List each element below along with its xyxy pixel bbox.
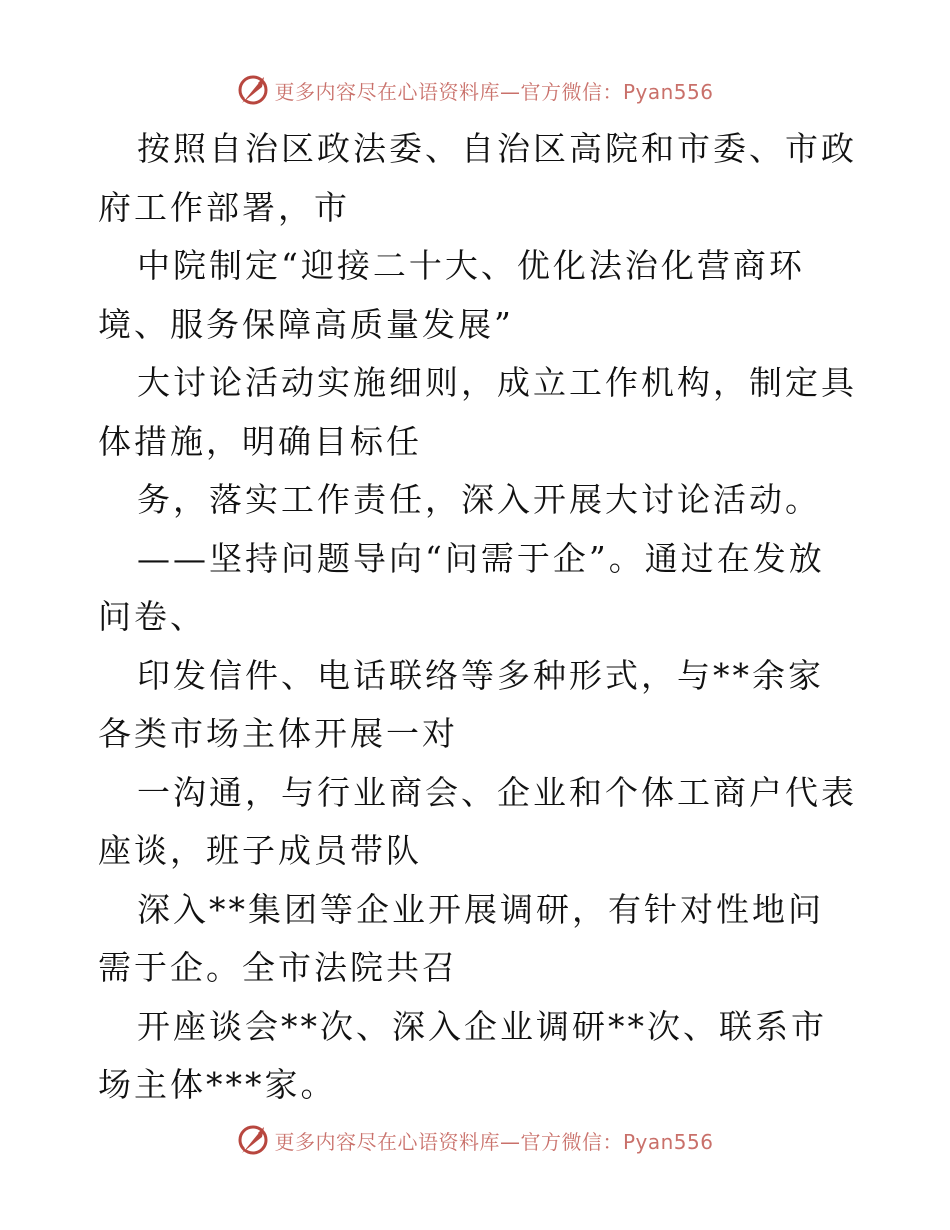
header-watermark-text: 更多内容尽在心语资料库—官方微信：Pyan556 (274, 79, 714, 104)
paragraph-2: 中院制定“迎接二十大、优化法治化营商环境、服务保障高质量发展” (98, 246, 805, 344)
header-watermark (0, 70, 950, 110)
footer-watermark-text: 更多内容尽在心语资料库—官方微信：Pyan556 (274, 1129, 714, 1154)
paragraph-5: ——坚持问题导向“问需于企”。通过在发放问卷、 (98, 538, 825, 636)
paragraph-3: 大讨论活动实施细则，成立工作机构，制定具体措施，明确目标任 (98, 363, 857, 461)
paragraph-9: 开座谈会**次、深入企业调研**次、联系市场主体***家。 (98, 1006, 827, 1104)
quill-circle-logo-icon (236, 1123, 270, 1157)
paragraph-6: 印发信件、电话联络等多种形式，与**余家各类市场主体开展一对 (98, 655, 824, 753)
document-body (98, 120, 858, 1115)
paragraph-8: 深入**集团等企业开展调研，有针对性地问需于企。全市法院共召 (98, 889, 824, 987)
paragraph-1: 按照自治区政法委、自治区高院和市委、市政府工作部署，市 (98, 129, 857, 227)
quill-circle-logo-icon (236, 73, 270, 107)
paragraph-4: 务，落实工作责任，深入开展大讨论活动。 (137, 480, 821, 519)
footer-watermark (0, 1120, 950, 1160)
paragraph-7: 一沟通，与行业商会、企业和个体工商户代表座谈，班子成员带队 (98, 772, 857, 870)
